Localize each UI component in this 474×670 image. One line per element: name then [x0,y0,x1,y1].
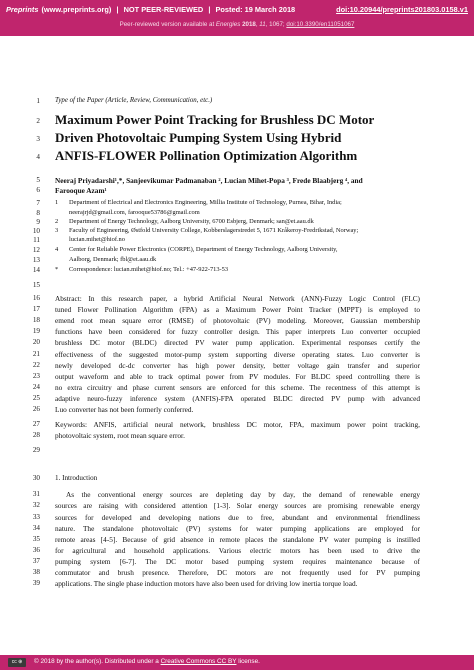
line-number: 38 [32,568,40,576]
line-number: 3 [36,135,40,143]
line-number: 12 [32,246,40,254]
author-list: Neeraj Priyadarshi¹,*, Sanjeevikumar Padmanaban ², Lucian Mihet-Popa ³, Frede Blaabjerg ⁴, and [55,176,363,185]
correspondence [55,266,435,275]
license-text [34,658,260,665]
line-number: 8 [36,209,40,217]
journal-name: Energies [215,21,241,28]
line-number: 26 [32,405,40,413]
abstract-line: functions have been considered for fuzzy controller design. This paper interprets Luo converter occupied [55,327,420,336]
affiliation-number: * [55,266,59,273]
journal-doi-link[interactable]: doi:10.3390/en11051067 [286,21,355,28]
abstract-line: Luo converter has not been formerly conferred. [55,405,194,414]
preprints-site[interactable]: (www.preprints.org) [41,5,112,14]
line-number: 16 [32,294,40,302]
affiliation [55,199,435,208]
line-number: 6 [36,186,40,194]
affiliation-text: Aalborg, Denmark; fbl@et.aau.dk [69,256,157,263]
peer-reviewed-prefix: Peer-reviewed version available at [119,21,215,28]
line-number: 37 [32,557,40,565]
intro-line: sources for developed and developing nations due to free, abundant and environmental friendliness [55,513,420,522]
line-number: 22 [32,361,40,369]
paper-title-line: ANFIS-FLOWER Pollination Optimization Algorithm [55,148,358,163]
paper-type-line: Type of the Paper (Article, Review, Communication, etc.) [55,97,213,104]
section-heading: 1. Introduction [55,474,98,482]
journal-volume: 11 [259,21,266,28]
line-number: 24 [32,383,40,391]
abstract-line: effectiveness of the suggested motor-pump system supporting diverse operating states. Luo converter is [55,350,420,359]
affiliation-number: 3 [55,227,59,234]
affiliation [55,236,435,245]
line-number: 33 [32,513,40,521]
line-number: 17 [32,305,40,313]
journal-pages: , 1067; [265,21,285,28]
line-number: 20 [32,338,40,346]
affiliation-text: Faculty of Engineering, Østfold University College, Kobberslagerstredet 5, 1671 Kråkeroy-Fredrikstad, Norway; [69,227,359,234]
affiliation [55,256,435,265]
line-number: 9 [36,218,40,226]
keywords-line: Keywords: ANFIS, artificial neural network, brushless DC motor, FPA, maximum power point tracking, [55,420,420,429]
paper-title-line: Driven Photovoltaic Pumping System Using Hybrid [55,130,342,145]
affiliation-email[interactable]: lucian.mihet@hiof.no [69,236,125,243]
intro-line: remote areas [4-5]. Because of grid absence in remote places the standalone PV water pumping is instilled [55,535,420,544]
abstract-line: tuned Flower Pollination Algorithm (FPA) as a Maximum Power Point Tracker (MPPT) is employed to [55,305,420,314]
abstract-line: newly developed dc-dc converter has high power density, better voltage gain transfer and superior [55,361,420,370]
line-number: 35 [32,535,40,543]
preprint-header-row [6,3,468,16]
abstract-line: Abstract: In this research paper, a hybrid Artificial Neural Network (ANN)-Fuzzy Logic Control (FLC) [55,294,420,303]
line-number: 39 [32,579,40,587]
paper-title-line: Maximum Power Point Tracking for Brushless DC Motor [55,112,375,127]
abstract-line: adaptive neuro-fuzzy inference system (ANFIS)-FPA operated BLDC directed PV pump with advanced [55,394,420,403]
journal-year: 2018 [242,21,256,28]
license-prefix: © 2018 by the author(s). Distributed under a [34,658,159,665]
preprint-header-bar [0,0,474,36]
intro-line: sources are raising with considered attention [1-3]. Solar energy sources are promising renewable energy [55,501,420,510]
author-list: Farooque Azam¹ [55,186,107,195]
abstract-line: no extra circuitry and phase current sensors are enforced for this scheme. The recentness of this attempt is [55,383,420,392]
line-number: 21 [32,350,40,358]
keywords-line: photovoltaic system, root mean square error. [55,431,185,440]
abstract-line: brushless DC motor (BLDC) directed PV water pump application. Experimental responses certify the [55,338,420,347]
correspondence-text: Correspondence: lucian.mihet@hiof.no; Tel.: +47-922-713-53 [69,266,229,273]
line-number: 34 [32,524,40,532]
line-number: 15 [32,281,40,289]
preprint-doi-link[interactable]: doi:10.20944/preprints201803.0158.v1 [336,5,468,14]
line-number: 7 [36,199,40,207]
line-number: 10 [32,227,40,235]
line-number: 5 [36,176,40,184]
affiliation-number: 1 [55,199,59,206]
line-number: 11 [33,236,40,244]
posted-date: Posted: 19 March 2018 [215,5,296,14]
line-number: 36 [32,546,40,554]
affiliation-text: Department of Energy Technology, Aalborg University, 6700 Esbjerg, Denmark; san@et.aau.dk [69,218,314,225]
preprints-brand[interactable]: Preprints [6,5,39,14]
line-number: 1 [36,97,40,105]
affiliation-text: Department of Electrical and Electronics Engineering, Millia Institute of Technology, Purnea, Bihar, India; [69,199,342,206]
header-separator: | [116,5,119,14]
intro-line: nature. The standalone photovoltaic (PV) systems for water pumping applications are employed for [55,524,420,533]
line-number: 30 [32,474,40,482]
intro-line: commutator and brush presence. Therefore, DC motors are not frequently used for PV pumping [55,568,420,577]
intro-line: for agricultural and household applications. Various electric motors has been used to drive the [55,546,420,555]
line-number: 23 [32,372,40,380]
line-number: 4 [36,153,40,161]
line-number: 19 [32,327,40,335]
line-number: 27 [32,420,40,428]
affiliation-number: 4 [55,246,59,253]
affiliation [55,218,435,227]
affiliation [55,209,435,218]
affiliation-text: Center for Reliable Power Electronics (CORPE), Department of Energy Technology, Aalborg University, [69,246,338,253]
affiliation-email[interactable]: neerajrjd@gmail.com, farooque53786@gmail.com [69,209,200,216]
line-number: 28 [32,431,40,439]
affiliation [55,227,435,236]
affiliation-number: 2 [55,218,59,225]
line-number: 31 [32,490,40,498]
header-separator: | [208,5,211,14]
line-number: 18 [32,316,40,324]
license-link[interactable]: Creative Commons CC BY [160,658,237,665]
line-number: 32 [32,501,40,509]
abstract-line: emend root mean square error (RMSE) of photovoltaic (PV) modeling. Moreover, Gaussian membership [55,316,420,325]
line-number: 25 [32,394,40,402]
intro-line: pumping system [6-7]. The DC motor based pumping system requires maintenance because of [55,557,420,566]
creative-commons-icon[interactable]: cc ⊕ [8,658,26,667]
affiliation [55,246,435,255]
license-suffix: license. [238,658,260,665]
peer-reviewed-notice: Peer-reviewed version available at Energies 2018, 11, 1067; doi:10.3390/en11051067 [119,21,355,28]
review-status: NOT PEER-REVIEWED [123,5,204,14]
line-number: 13 [32,256,40,264]
line-number: 2 [36,117,40,125]
intro-line: applications. The single phase induction motors have also been used for driving low inertia torque load. [55,579,358,588]
intro-line: As the conventional energy sources are depleting day by day, the demand of renewable energy [66,490,420,499]
line-number: 14 [32,266,40,274]
license-footer [0,655,474,670]
abstract-line: output waveform and able to track optimal power from PV modules. For BLDC speed controlling there is [55,372,420,381]
line-number: 29 [32,446,40,454]
